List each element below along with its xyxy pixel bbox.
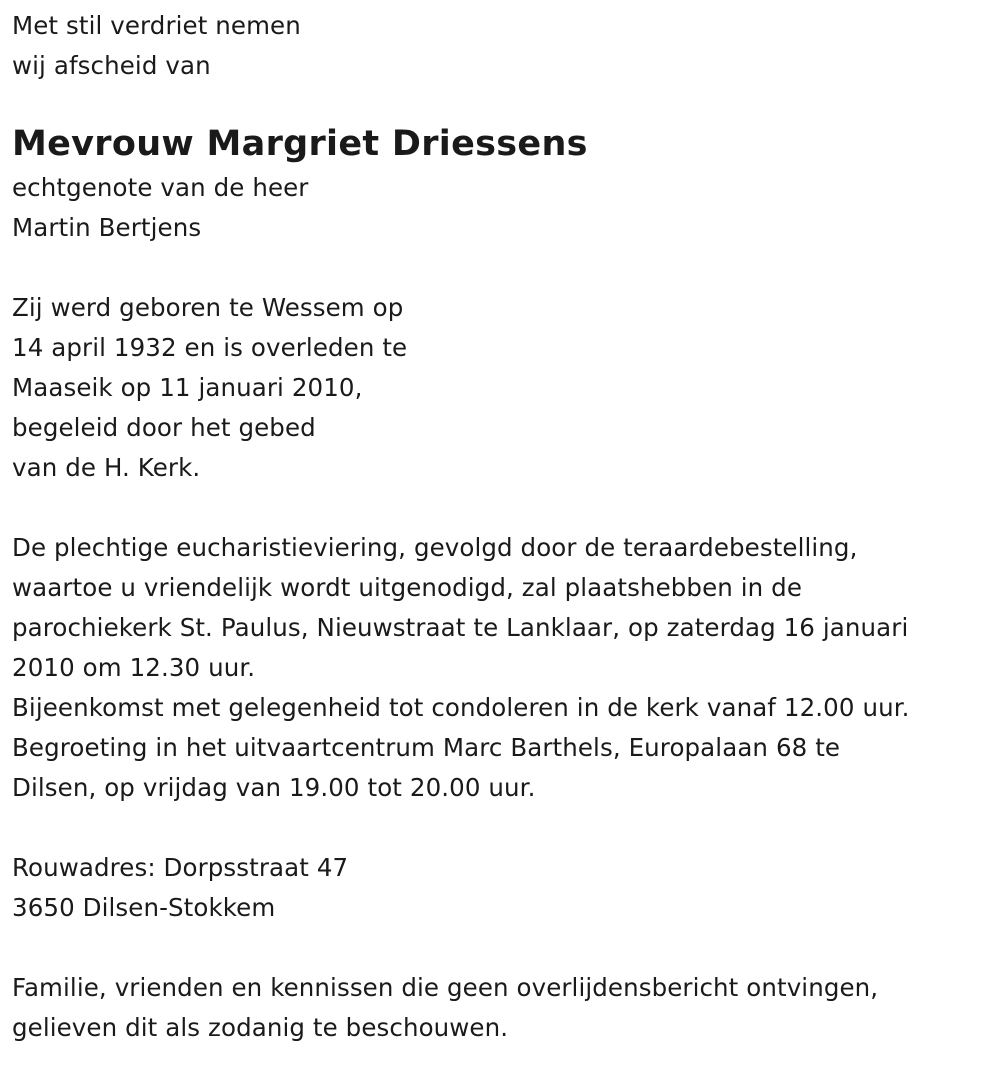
ceremony-section xyxy=(12,528,992,808)
spouse-line: Martin Bertjens xyxy=(12,213,202,242)
spouse-line: echtgenote van de heer xyxy=(12,173,309,202)
intro-line: Met stil verdriet nemen xyxy=(12,11,301,40)
visitation-line: Begroeting in het uitvaartcentrum Marc Barthels, Europalaan 68 te xyxy=(12,733,841,762)
deceased-name: Mevrouw Margriet Driessens xyxy=(12,124,588,164)
spacer xyxy=(12,248,992,288)
ceremony-line: waartoe u vriendelijk wordt uitgenodigd, zal plaatshebben in de xyxy=(12,573,803,602)
ceremony-line: parochiekerk St. Paulus, Nieuwstraat te Lanklaar, op zaterdag 16 januari xyxy=(12,613,909,642)
birth-death-section xyxy=(12,288,992,488)
address-section xyxy=(12,848,992,928)
birth-death-line: 14 april 1932 en is overleden te xyxy=(12,333,408,362)
condolence-line: Bijeenkomst met gelegenheid tot condoleren in de kerk vanaf 12.00 uur. xyxy=(12,693,910,722)
obituary-notice xyxy=(12,6,992,1048)
visitation-line: Dilsen, op vrijdag van 19.00 tot 20.00 uur. xyxy=(12,773,536,802)
ceremony-line: De plechtige eucharistieviering, gevolgd door de teraardebestelling, xyxy=(12,533,858,562)
address-line: Rouwadres: Dorpsstraat 47 xyxy=(12,853,349,882)
birth-death-line: Maaseik op 11 januari 2010, xyxy=(12,373,363,402)
spacer xyxy=(12,928,992,968)
ceremony-line: 2010 om 12.30 uur. xyxy=(12,653,256,682)
closing-line: gelieven dit als zodanig te beschouwen. xyxy=(12,1013,509,1042)
birth-death-line: Zij werd geboren te Wessem op xyxy=(12,293,404,322)
birth-death-line: begeleid door het gebed xyxy=(12,413,316,442)
intro-section xyxy=(12,6,992,86)
address-line: 3650 Dilsen-Stokkem xyxy=(12,893,276,922)
spacer xyxy=(12,808,992,848)
spouse-section xyxy=(12,168,992,248)
birth-death-line: van de H. Kerk. xyxy=(12,453,201,482)
spacer xyxy=(12,488,992,528)
intro-line: wij afscheid van xyxy=(12,51,211,80)
closing-section xyxy=(12,968,992,1048)
closing-line: Familie, vrienden en kennissen die geen overlijdensbericht ontvingen, xyxy=(12,973,879,1002)
